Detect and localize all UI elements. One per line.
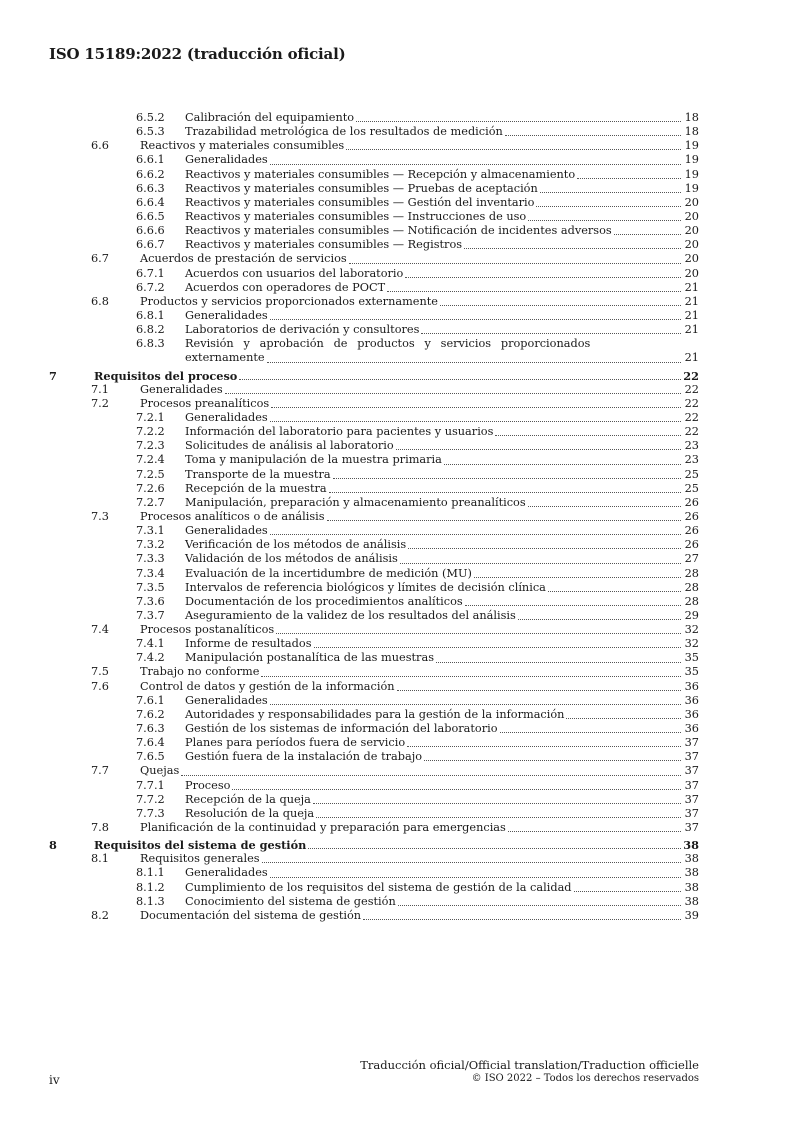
dot-leader [465,604,681,606]
toc-entry-number: 6.6.2 [136,167,165,181]
toc-entry[interactable] [49,807,699,821]
toc-entry-title: Procesos postanalíticos [140,623,275,637]
toc-entry-page: 37 [684,750,699,764]
toc-entry[interactable] [49,125,699,139]
dot-leader [267,361,681,363]
toc-entry-title: Manipulación, preparación y almacenamiento preanalíticos [185,495,526,509]
toc-entry-title: Conocimiento del sistema de gestión [185,894,396,908]
dot-leader [270,533,681,535]
toc-entry-title: Reactivos y materiales consumibles — Pruebas de aceptación [185,181,538,195]
toc-entry[interactable] [49,111,699,125]
toc-entry[interactable] [49,764,699,778]
footer-notice [360,1058,699,1086]
toc-entry-title: Planes para períodos fuera de servicio [185,736,406,750]
toc-entry[interactable] [49,651,699,665]
toc-entry-page: 21 [684,294,699,308]
dot-leader [270,703,681,705]
dot-leader [333,477,681,479]
footer-translation-note: Traducción oficial/Official translation/Traduction officielle [360,1058,699,1072]
toc-entry[interactable] [49,567,699,581]
dot-leader [500,731,681,733]
toc-entry-number: 7.2 [91,396,109,410]
dot-leader [444,463,681,465]
dot-leader [474,576,681,578]
toc-entry-page: 20 [684,209,699,223]
toc-entry-number: 7.2.5 [136,467,165,481]
toc-entry[interactable] [49,425,699,439]
toc-entry-title: Calibración del equipamiento [185,111,355,124]
toc-entry[interactable] [49,909,699,923]
toc-entry-number: 7.2.1 [136,410,165,424]
dot-leader [397,689,681,691]
toc-entry-title: Generalidades [185,693,268,707]
toc-entry[interactable] [49,411,699,425]
dot-leader [387,290,681,292]
toc-entry-title: Requisitos del sistema de gestión [94,838,307,853]
dot-leader [398,904,681,906]
toc-entry-page: 20 [684,266,699,280]
dot-leader [400,562,681,564]
toc-entry-number: 7.4.2 [136,651,165,665]
toc-entry[interactable] [49,496,699,510]
toc-entry-page: 36 [684,722,699,736]
toc-entry-number: 7.2.6 [136,481,165,495]
toc-entry-title: Verificación de los métodos de análisis [185,538,407,552]
dot-leader [528,505,681,507]
dot-leader [566,717,681,719]
toc-entry[interactable] [49,821,699,835]
toc-entry[interactable] [49,838,699,852]
toc-entry-page: 36 [684,693,699,707]
page-number: iv [49,1073,60,1087]
toc-entry-page: 18 [684,111,699,124]
toc-entry-title: Procesos preanalíticos [140,396,270,410]
toc-entry-page: 28 [684,594,699,608]
toc-entry-number: 7.7 [91,764,109,778]
toc-entry-title: Proceso [185,778,231,792]
dot-leader [356,120,681,122]
toc-entry-number: 7.3.1 [136,524,165,538]
toc-entry[interactable] [49,895,699,909]
toc-entry-number: 6.7 [91,252,109,266]
toc-entry-title: Laboratorios de derivación y consultores [185,323,420,337]
toc-entry-number: 7.3 [91,509,109,523]
toc-entry-page: 19 [684,167,699,181]
toc-entry-number: 8.2 [91,908,109,922]
toc-entry-title: Reactivos y materiales consumibles — Registros [185,238,463,252]
toc-entry-title: Acuerdos de prestación de servicios [140,252,347,266]
toc-entry-title: Quejas [140,764,180,778]
toc-entry-number: 7 [49,368,57,383]
toc-entry-title: Generalidades [185,866,268,880]
toc-entry-title: Validación de los métodos de análisis [185,552,398,566]
toc-entry[interactable] [49,524,699,538]
toc-entry-page: 28 [684,566,699,580]
dot-leader [232,788,681,790]
toc-entry-title: Trabajo no conforme [140,665,260,679]
dot-leader [436,661,681,663]
dot-leader [505,134,681,136]
toc-entry-title: Aseguramiento de la validez de los resultados del análisis [185,608,516,622]
toc-entry-number: 6.6.1 [136,153,165,167]
toc-entry-title: Requisitos generales [140,852,260,866]
toc-entry-page: 20 [684,238,699,252]
dot-leader [276,632,681,634]
toc-entry-title: Control de datos y gestión de la información [140,679,395,693]
toc-entry[interactable] [49,665,699,679]
dot-leader [270,318,681,320]
toc-entry-number: 7.3.2 [136,538,165,552]
toc-entry-number: 7.3.4 [136,566,165,580]
toc-entry-title: Acuerdos con usuarios del laboratorio [185,266,404,280]
toc-entry-page: 25 [684,481,699,495]
toc-entry-page: 37 [684,778,699,792]
toc-entry[interactable] [49,722,699,736]
toc-entry-number: 6.7.2 [136,280,165,294]
toc-entry-number: 6.8 [91,294,109,308]
toc-entry-page: 32 [684,637,699,651]
toc-entry[interactable] [49,453,699,467]
toc-entry[interactable] [49,468,699,482]
dot-leader [464,247,681,249]
toc-entry[interactable] [49,295,699,309]
toc-entry-title: Documentación de los procedimientos analíticos [185,594,463,608]
toc-entry-title: Documentación del sistema de gestión [140,908,362,922]
toc-entry[interactable] [49,309,699,323]
toc-entry-title: Productos y servicios proporcionados externamente [140,294,438,308]
toc-entry-page: 38 [684,880,699,894]
toc-entry-page: 18 [684,125,699,139]
toc-entry-page: 36 [684,679,699,693]
toc-entry-number: 7.3.3 [136,552,165,566]
toc-entry[interactable] [49,182,699,196]
dot-leader [574,890,681,892]
toc-entry-title: Requisitos del proceso [94,368,238,383]
toc-entry-page: 21 [684,351,699,365]
dot-leader [313,802,681,804]
footer-copyright: © ISO 2022 – Todos los derechos reservados [471,1073,699,1084]
toc-entry-title: Reactivos y materiales consumibles [140,139,345,153]
toc-entry[interactable] [49,852,699,866]
dot-leader [407,745,681,747]
toc-entry-title: Intervalos de referencia biológicos y límites de decisión clínica [185,580,546,594]
toc-entry-page: 20 [684,224,699,238]
toc-entry-title: Manipulación postanalítica de las muestras [185,651,434,665]
toc-entry-page: 19 [684,153,699,167]
toc-entry-number: 6.6.6 [136,224,165,238]
dot-leader [261,675,681,677]
toc-entry-number: 7.2.3 [136,439,165,453]
dot-leader [495,434,681,436]
toc-entry[interactable] [49,623,699,637]
dot-leader [405,276,681,278]
toc-entry-title: externamente [185,351,265,365]
toc-entry[interactable] [49,750,699,764]
toc-entry[interactable] [49,538,699,552]
toc-entry-number: 6.6 [91,139,109,153]
toc-entry[interactable] [49,252,699,266]
toc-entry-number: 6.6.4 [136,195,165,209]
toc-entry-number: 7.6.3 [136,722,165,736]
toc-entry-number: 7.4 [91,623,109,637]
toc-entry[interactable] [49,482,699,496]
dot-leader [316,816,681,818]
toc-entry-page: 27 [684,552,699,566]
dot-leader [421,332,681,334]
toc-entry[interactable] [49,281,699,295]
table-of-contents [49,111,699,923]
toc-entry[interactable] [49,595,699,609]
dot-leader [424,759,681,761]
toc-entry-title: Gestión fuera de la instalación de trabajo [185,750,423,764]
toc-entry-number: 7.7.3 [136,806,165,820]
toc-entry-title: Trazabilidad metrológica de los resultados de medición [185,125,503,139]
toc-entry-page: 26 [684,538,699,552]
toc-entry-number: 7.6.2 [136,707,165,721]
toc-entry-page: 37 [684,806,699,820]
toc-entry-page: 22 [684,425,699,439]
toc-entry-number: 7.7.2 [136,792,165,806]
dot-leader [440,304,681,306]
toc-entry-title: Reactivos y materiales consumibles — Notificación de incidentes adversos [185,224,612,238]
toc-entry[interactable] [49,779,699,793]
dot-leader [329,491,681,493]
toc-entry[interactable] [49,694,699,708]
toc-entry[interactable] [49,196,699,210]
dot-leader [363,918,681,920]
toc-entry[interactable] [49,637,699,651]
toc-entry-page: 38 [684,866,699,880]
toc-entry-page: 37 [684,821,699,835]
toc-entry-title: Generalidades [185,524,268,538]
toc-entry-title: Recepción de la muestra [185,481,327,495]
toc-entry[interactable] [49,609,699,623]
dot-leader [239,378,681,380]
toc-entry-page: 26 [684,509,699,523]
toc-entry-title: Planificación de la continuidad y preparación para emergencias [140,821,506,835]
toc-entry-page: 38 [684,852,699,866]
toc-entry-page: 37 [684,736,699,750]
toc-entry-page: 35 [684,665,699,679]
dot-leader [308,847,681,849]
toc-entry-number: 7.6.5 [136,750,165,764]
toc-entry[interactable] [49,736,699,750]
toc-entry-page: 21 [684,280,699,294]
toc-entry[interactable] [49,397,699,411]
toc-entry[interactable] [49,439,699,453]
toc-entry-title: Cumplimiento de los requisitos del sistema de gestión de la calidad [185,880,572,894]
toc-entry-number: 7.8 [91,821,109,835]
dot-leader [349,262,681,264]
toc-entry[interactable] [49,552,699,566]
toc-entry-number: 6.8.3 [136,337,165,351]
toc-entry-page: 21 [684,323,699,337]
toc-entry-page: 29 [684,608,699,622]
toc-entry-title: Revisión y aprobación de productos y servicios proporcionados [185,337,591,351]
toc-entry-page: 22 [684,382,699,396]
toc-entry-title: Informe de resultados [185,637,312,651]
toc-entry-page: 19 [684,181,699,195]
toc-entry-number: 8.1.3 [136,894,165,908]
toc-entry-title: Toma y manipulación de la muestra primaria [185,453,442,467]
toc-entry[interactable] [49,153,699,167]
dot-leader [181,774,681,776]
dot-leader [518,618,681,620]
toc-entry-title: Generalidades [185,308,268,322]
toc-entry-number: 6.6.7 [136,238,165,252]
toc-entry-number: 7.1 [91,382,109,396]
toc-entry-page: 38 [683,838,699,853]
toc-entry-page: 26 [684,495,699,509]
toc-entry-number: 6.8.2 [136,323,165,337]
toc-entry-page: 21 [684,308,699,322]
dot-leader [225,392,681,394]
toc-entry[interactable] [49,581,699,595]
toc-entry-title: Reactivos y materiales consumibles — Recepción y almacenamiento [185,167,576,181]
toc-entry-page: 39 [684,908,699,922]
toc-entry[interactable] [49,708,699,722]
toc-entry-page: 38 [684,894,699,908]
toc-entry-page: 26 [684,524,699,538]
toc-entry-page: 25 [684,467,699,481]
toc-entry-page: 22 [683,368,699,383]
toc-entry-number: 6.5.2 [136,111,165,124]
toc-entry[interactable] [49,383,699,397]
toc-entry-page: 32 [684,623,699,637]
toc-entry-number: 8 [49,838,57,853]
toc-entry-page: 19 [684,139,699,153]
dot-leader [508,830,681,832]
toc-entry-title: Reactivos y materiales consumibles — Gestión del inventario [185,195,535,209]
toc-entry-number: 8.1 [91,852,109,866]
toc-entry-number: 7.6.1 [136,693,165,707]
toc-entry-number: 7.6.4 [136,736,165,750]
toc-entry-title: Recepción de la queja [185,792,311,806]
dot-leader [536,205,681,207]
toc-entry-title: Generalidades [185,153,268,167]
dot-leader [408,547,681,549]
toc-entry-title: Información del laboratorio para pacientes y usuarios [185,425,494,439]
dot-leader [396,448,681,450]
toc-entry-number: 8.1.2 [136,880,165,894]
dot-leader [271,406,681,408]
dot-leader [528,219,681,221]
toc-entry[interactable] [49,238,699,252]
dot-leader [548,590,681,592]
toc-entry-page: 20 [684,195,699,209]
toc-entry-number: 6.5.3 [136,125,165,139]
toc-entry[interactable] [49,139,699,153]
dot-leader [346,148,681,150]
toc-entry-number: 8.1.1 [136,866,165,880]
toc-entry-title: Solicitudes de análisis al laboratorio [185,439,394,453]
toc-entry[interactable] [49,267,699,281]
dot-leader [540,191,681,193]
toc-entry-page: 35 [684,651,699,665]
toc-entry-title: Generalidades [140,382,223,396]
toc-entry[interactable] [49,323,699,337]
toc-entry[interactable] [49,866,699,880]
toc-entry-number: 7.3.6 [136,594,165,608]
toc-entry-page: 37 [684,792,699,806]
toc-entry-page: 20 [684,252,699,266]
toc-entry-page: 23 [684,453,699,467]
dot-leader [327,519,681,521]
toc-entry-title: Acuerdos con operadores de POCT [185,280,386,294]
toc-entry-number: 7.6 [91,679,109,693]
dot-leader [577,177,681,179]
toc-entry-number: 6.6.3 [136,181,165,195]
toc-entry-number: 7.3.7 [136,608,165,622]
toc-entry-number: 7.4.1 [136,637,165,651]
toc-entry-number: 7.5 [91,665,109,679]
toc-entry-number: 7.2.2 [136,425,165,439]
toc-entry-number: 6.8.1 [136,308,165,322]
toc-entry-page: 36 [684,707,699,721]
toc-entry[interactable] [49,369,699,383]
toc-entry[interactable] [49,224,699,238]
toc-entry-title: Gestión de los sistemas de información del laboratorio [185,722,498,736]
dot-leader [270,420,681,422]
toc-entry-page: 23 [684,439,699,453]
toc-entry-title: Generalidades [185,410,268,424]
toc-entry[interactable] [49,337,699,351]
toc-entry-number: 7.7.1 [136,778,165,792]
toc-entry-page: 22 [684,410,699,424]
toc-entry-number: 7.2.4 [136,453,165,467]
toc-entry-title: Resolución de la queja [185,806,315,820]
toc-entry-page: 28 [684,580,699,594]
toc-entry[interactable] [49,680,699,694]
dot-leader [614,233,681,235]
toc-entry-number: 6.6.5 [136,209,165,223]
dot-leader [314,646,682,648]
toc-entry[interactable] [49,510,699,524]
toc-entry-title: Transporte de la muestra [185,467,331,481]
toc-entry-number: 6.7.1 [136,266,165,280]
dot-leader [270,876,681,878]
dot-leader [262,861,681,863]
toc-entry[interactable] [49,793,699,807]
page-header-title: ISO 15189:2022 (traducción oficial) [49,45,346,63]
toc-entry-page: 37 [684,764,699,778]
toc-entry[interactable] [49,168,699,182]
toc-entry-number: 7.2.7 [136,495,165,509]
toc-entry[interactable] [49,210,699,224]
toc-entry-title: Procesos analíticos o de análisis [140,509,325,523]
toc-entry-title: Autoridades y responsabilidades para la gestión de la información [185,707,565,721]
toc-entry-number: 7.3.5 [136,580,165,594]
toc-entry-page: 22 [684,396,699,410]
toc-entry-title: Evaluación de la incertidumbre de medición (MU) [185,566,472,580]
toc-entry-title: Reactivos y materiales consumibles — Instrucciones de uso [185,209,527,223]
toc-entry[interactable] [49,881,699,895]
toc-entry[interactable] [49,351,699,365]
dot-leader [270,163,681,165]
